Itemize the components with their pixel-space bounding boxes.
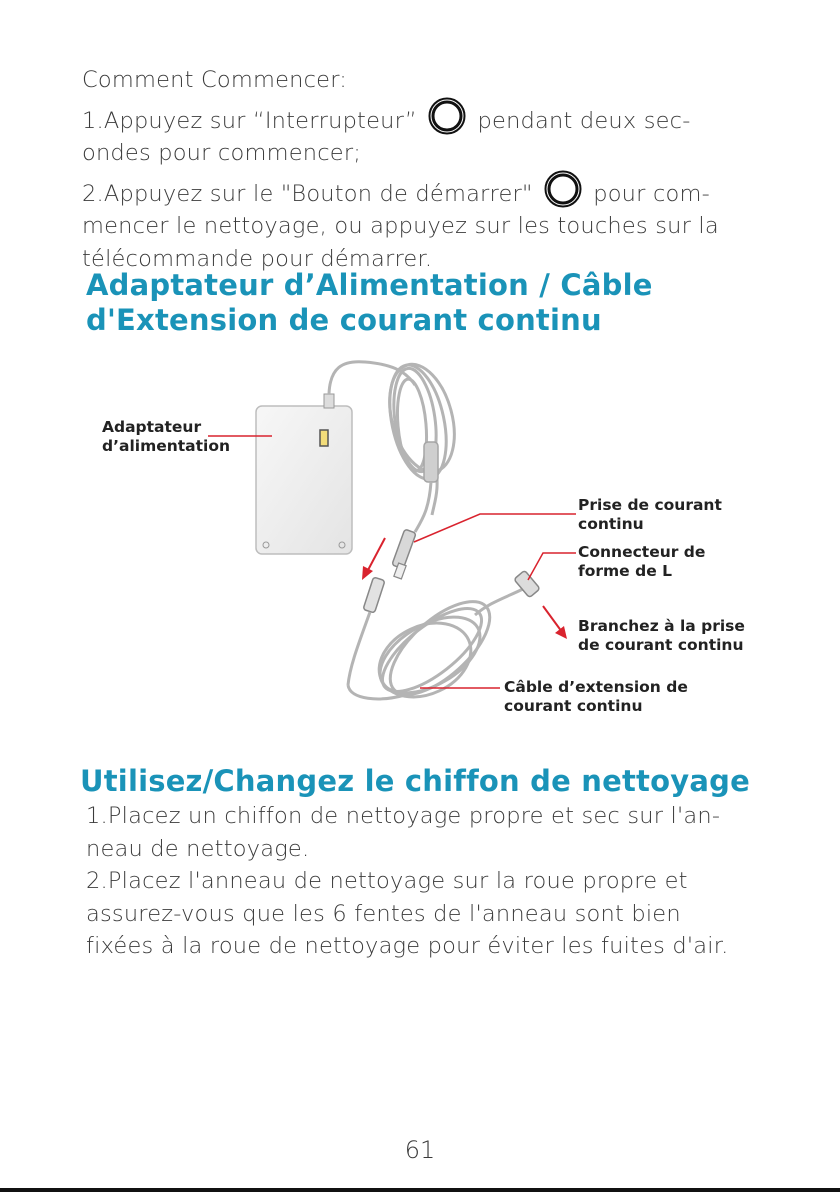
start-step2-line1: 2.Appuyez sur le "Bouton de démarrer" pour com- bbox=[82, 170, 772, 211]
label-l-connector: Connecteur de forme de L bbox=[578, 543, 706, 580]
cloth-instructions: 1.Placez un chiffon de nettoyage propre et sec sur l'an- neau de nettoyage. 2.Placez l'anneau de nettoyage sur la roue propre et assurez-vous que les 6 fentes de l'anneau sont bien fixées à la roue de nettoyage pour éviter les fuites d'air. bbox=[86, 803, 729, 959]
adapter-illustration bbox=[80, 350, 780, 730]
bottom-rule bbox=[0, 1188, 840, 1192]
start-instructions bbox=[82, 64, 772, 275]
start-title: Comment Commencer: bbox=[82, 67, 348, 93]
power-button-icon bbox=[428, 97, 466, 135]
adapter-section-heading: Adaptateur d’Alimentation / Câble d'Extension de courant continu bbox=[86, 268, 653, 337]
label-dc-socket: Prise de courant continu bbox=[578, 496, 722, 533]
cloth-section-heading: Utilisez/Changez le chiffon de nettoyage bbox=[80, 764, 750, 798]
power-adapter-brick bbox=[256, 394, 352, 554]
power-adapter-diagram bbox=[80, 350, 780, 730]
label-adapter: Adaptateur d’alimentation bbox=[102, 418, 231, 455]
dc-plug bbox=[392, 529, 416, 579]
start-button-icon bbox=[544, 170, 582, 208]
page-number: 61 bbox=[404, 1136, 436, 1164]
start-step1-line1: 1.Appuyez sur “Interrupteur” pendant deux sec- bbox=[82, 97, 772, 138]
label-plug-in: Branchez à la prise de courant continu bbox=[578, 617, 745, 654]
label-extension-cable: Câble d’extension de courant continu bbox=[504, 678, 688, 715]
start-step1-line2: ondes pour commencer; bbox=[82, 140, 362, 166]
start-step2-line3: télécommande pour démarrer. bbox=[82, 245, 433, 272]
start-step2-line2: mencer le nettoyage, ou appuyez sur les touches sur la bbox=[82, 213, 719, 239]
